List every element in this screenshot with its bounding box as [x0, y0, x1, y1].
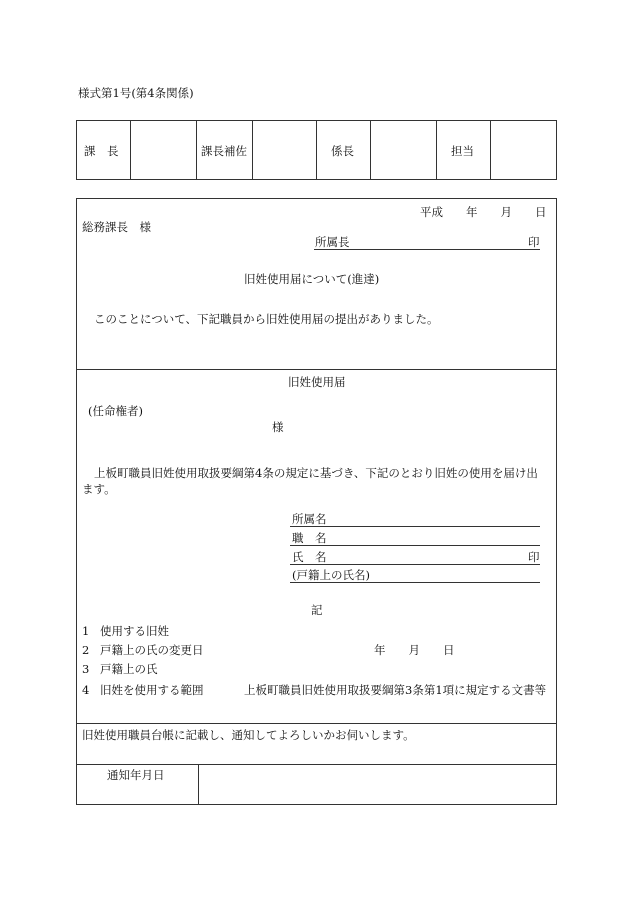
notice-body: このことについて、下記職員から旧姓使用届の提出がありました。	[94, 312, 439, 326]
item-4-number: 4	[82, 683, 90, 697]
divider	[130, 120, 131, 180]
field-name-line[interactable]	[290, 564, 540, 565]
appointer-label: (任命権者)	[88, 404, 143, 418]
field-name-seal: 印	[528, 550, 540, 564]
divider	[490, 120, 491, 180]
appointer-sama: 様	[272, 420, 284, 434]
item-3-label: 戸籍上の氏	[100, 662, 158, 676]
field-position-line[interactable]	[290, 545, 540, 546]
divider	[252, 120, 253, 180]
divider	[370, 120, 371, 180]
item-4-label: 旧姓を使用する範囲	[100, 683, 204, 697]
field-dept-line[interactable]	[290, 526, 540, 527]
field-position-label: 職 名	[292, 531, 327, 545]
notify-date-label: 通知年月日	[107, 768, 165, 782]
field-registry-name-label: (戸籍上の氏名)	[292, 568, 370, 582]
application-body-line1: 上板町職員旧姓使用取扱要綱第4条の規定に基づき、下記のとおり旧姓の使用を届け出	[94, 466, 538, 480]
item-3-number: 3	[82, 662, 90, 676]
stamp-label-section-chief: 課 長	[84, 144, 119, 158]
field-registry-name-line[interactable]	[290, 582, 540, 583]
application-body-line2: ます。	[82, 482, 116, 496]
stamp-label-subsection-chief: 係長	[331, 144, 354, 158]
field-dept-label: 所属名	[292, 512, 327, 526]
sender-underline[interactable]	[314, 249, 540, 250]
divider	[436, 120, 437, 180]
footer-request: 旧姓使用職員台帳に記載し、通知してよろしいかお伺いします。	[82, 728, 415, 742]
item-4-value: 上板町職員旧姓使用取扱要綱第3条第1項に規定する文書等	[244, 683, 547, 697]
notice-sender-label: 所属長	[315, 235, 350, 249]
form-label: 様式第1号(第4条関係)	[78, 86, 194, 100]
divider	[316, 120, 317, 180]
item-2-value[interactable]: 年 月 日	[374, 643, 455, 657]
ki-marker: 記	[311, 603, 323, 617]
section-divider	[76, 369, 557, 370]
notice-seal: 印	[528, 235, 540, 249]
application-title: 旧姓使用届	[288, 375, 346, 389]
item-1-number: 1	[82, 624, 90, 638]
item-1-label: 使用する旧姓	[100, 624, 169, 638]
section-divider	[76, 764, 557, 765]
notice-title: 旧姓使用届について(進達)	[244, 272, 380, 286]
item-2-number: 2	[82, 643, 90, 657]
notice-date[interactable]: 平成 年 月 日	[420, 205, 547, 219]
main-form-frame	[76, 198, 557, 805]
notice-addressee: 総務課長 様	[82, 220, 151, 234]
item-2-label: 戸籍上の氏の変更日	[100, 643, 204, 657]
stamp-label-staff: 担当	[451, 144, 474, 158]
field-name-label: 氏 名	[292, 550, 327, 564]
divider	[196, 120, 197, 180]
stamp-label-deputy-chief: 課長補佐	[201, 144, 247, 158]
divider	[198, 764, 199, 805]
section-divider	[76, 723, 557, 724]
